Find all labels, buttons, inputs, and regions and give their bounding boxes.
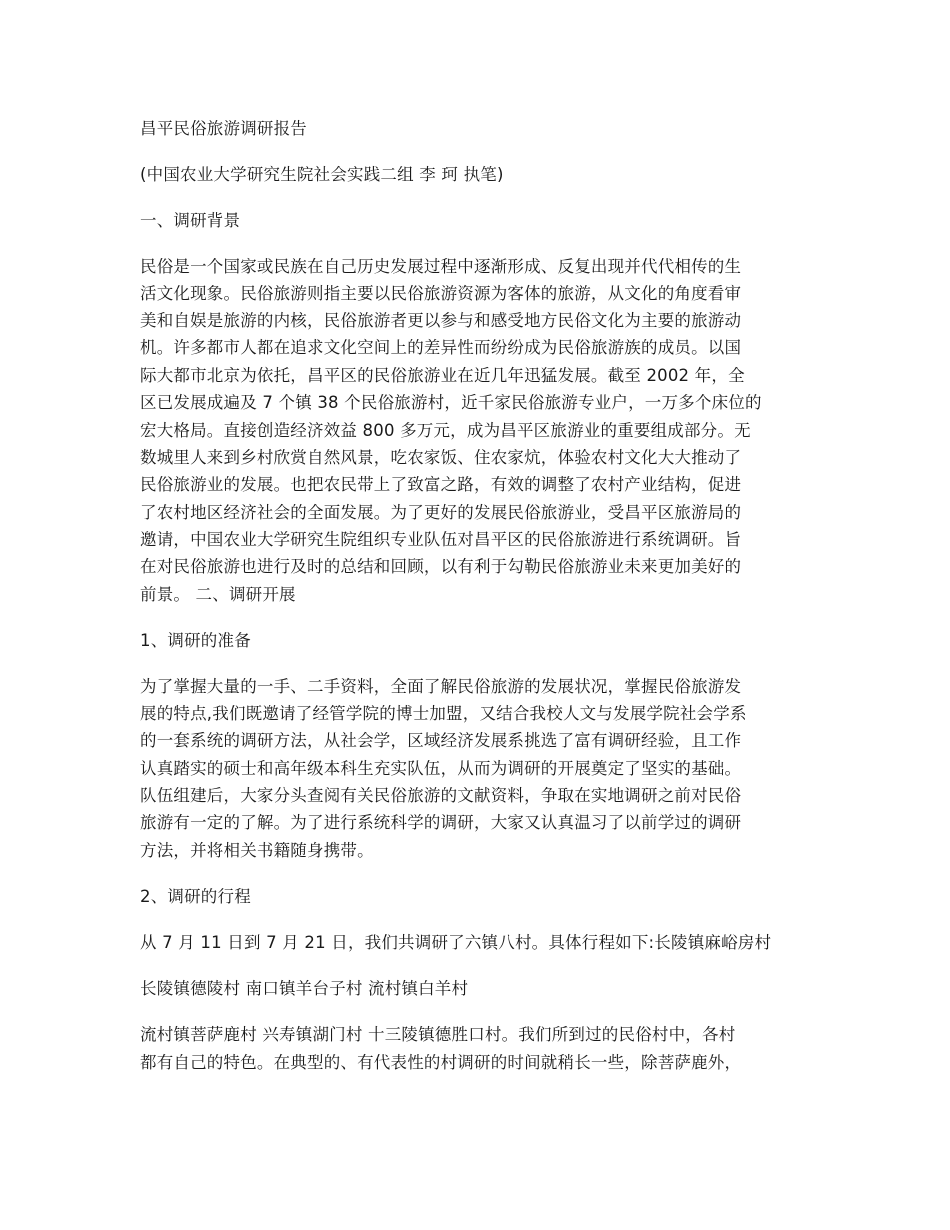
paragraph-line: 活文化现象。民俗旅游则指主要以民俗旅游资源为客体的旅游，从文化的角度看审 (140, 284, 742, 303)
paragraph-line: 为了掌握大量的一手、二手资料，全面了解民俗旅游的发展状况，掌握民俗旅游发 (140, 677, 742, 696)
paragraph-line: 的一套系统的调研方法，从社会学，区域经济发展系挑选了富有调研经验，且工作 (140, 731, 742, 750)
section-heading-background: 一、调研背景 (140, 211, 241, 230)
paragraph-line: 展的特点,我们既邀请了经管学院的博士加盟，又结合我校人文与发展学院社会学系 (140, 704, 747, 723)
paragraph-line: 宏大格局。直接创造经济效益 800 多万元，成为昌平区旅游业的重要组成部分。无 (140, 421, 751, 440)
paragraph-line: 数城里人来到乡村欣赏自然风景，吃农家饭、住农家炕，体验农村文化大大推动了 (140, 448, 742, 467)
paragraph-line: 际大都市北京为依托，昌平区的民俗旅游业在近几年迅猛发展。截至 2002 年，全 (140, 366, 745, 385)
paragraph-line: 队伍组建后，大家分头查阅有关民俗旅游的文献资料，争取在实地调研之前对民俗 (140, 786, 742, 805)
paragraph-line: 旅游有一定的了解。为了进行系统科学的调研，大家又认真温习了以前学过的调研 (140, 813, 742, 832)
paragraph-line: 机。许多都市人都在追求文化空间上的差异性而纷纷成为民俗旅游族的成员。以国 (140, 338, 742, 357)
paragraph-itinerary-villages: 长陵镇德陵村 南口镇羊台子村 流村镇白羊村 (140, 979, 469, 998)
subsection-heading-itinerary: 2、调研的行程 (140, 887, 251, 906)
paragraph-line: 民俗旅游业的发展。也把农民带上了致富之路，有效的调整了农村产业结构，促进 (140, 475, 742, 494)
paragraph-line: 邀请，中国农业大学研究生院组织专业队伍对昌平区的民俗旅游进行系统调研。旨 (140, 530, 742, 549)
paragraph-line: 美和自娱是旅游的内核，民俗旅游者更以参与和感受地方民俗文化为主要的旅游动 (140, 311, 742, 330)
paragraph-line: 前景。 二、调研开展 (140, 585, 296, 604)
document-title: 昌平民俗旅游调研报告 (140, 119, 307, 138)
paragraph-line: 都有自己的特色。在典型的、有代表性的村调研的时间就稍长一些，除菩萨鹿外， (140, 1053, 742, 1072)
subsection-heading-preparation: 1、调研的准备 (140, 631, 251, 650)
paragraph-line: 在对民俗旅游也进行及时的总结和回顾，以有利于勾勒民俗旅游业未来更加美好的 (140, 557, 742, 576)
paragraph-line: 方法，并将相关书籍随身携带。 (140, 841, 374, 860)
paragraph-line: 区已发展成遍及 7 个镇 38 个民俗旅游村，近千家民俗旅游专业户，一万多个床位的 (140, 393, 762, 412)
paragraph-itinerary-intro: 从 7 月 11 日到 7 月 21 日，我们共调研了六镇八村。具体行程如下:长陵镇麻峪房村 (140, 933, 772, 952)
paragraph-line: 认真踏实的硕士和高年级本科生充实队伍，从而为调研的开展奠定了坚实的基础。 (140, 759, 742, 778)
author-line: (中国农业大学研究生院社会实践二组 李 珂 执笔) (140, 165, 504, 184)
paragraph-line: 了农村地区经济社会的全面发展。为了更好的发展民俗旅游业，受昌平区旅游局的 (140, 503, 742, 522)
paragraph-line: 民俗是一个国家或民族在自己历史发展过程中逐渐形成、反复出现并代代相传的生 (140, 257, 742, 276)
paragraph-line: 流村镇菩萨鹿村 兴寿镇湖门村 十三陵镇德胜口村。我们所到过的民俗村中，各村 (140, 1025, 736, 1044)
